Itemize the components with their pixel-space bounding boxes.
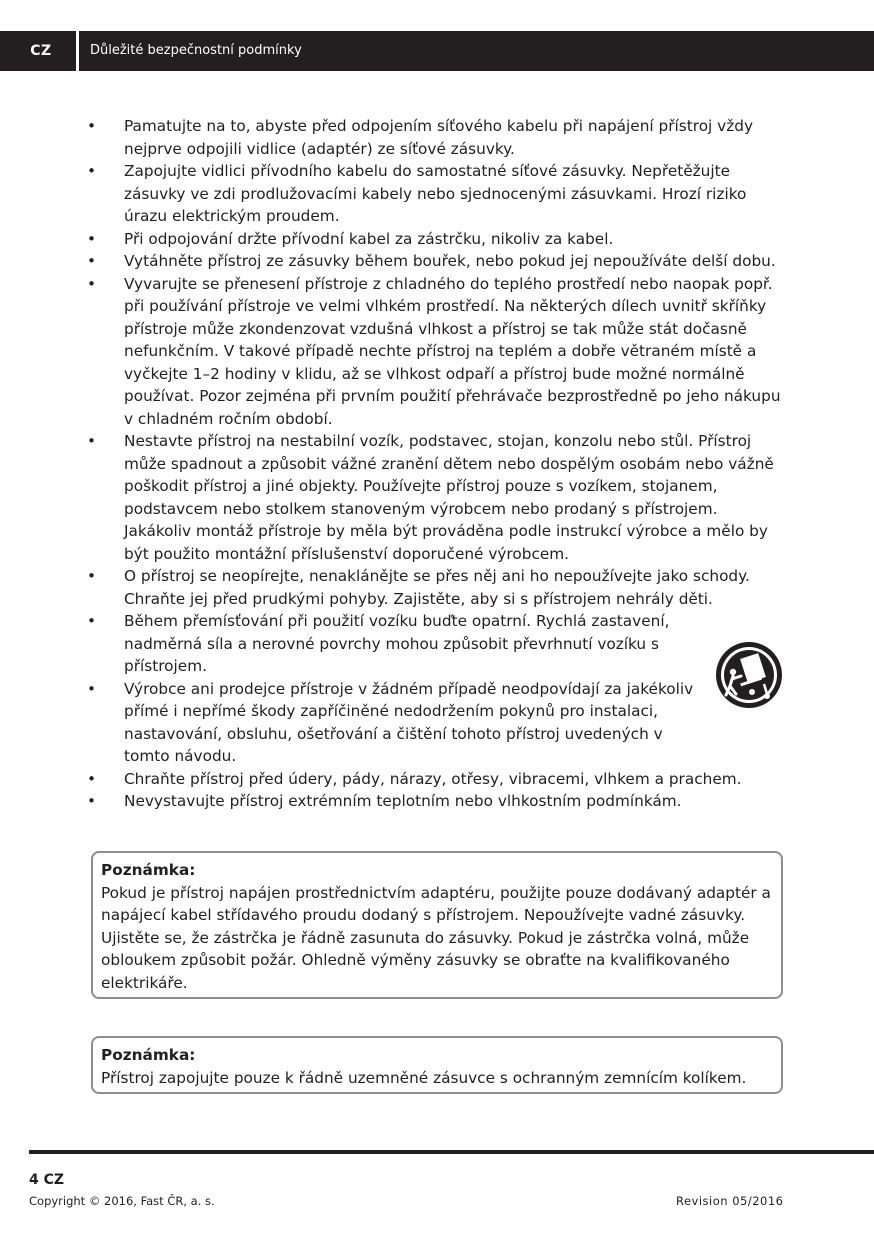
list-item: • Nestavte přístroj na nestabilní vozík, podstavec, stojan, konzolu nebo stůl. Přístroj může spadnout a způsobit vážné zranění dětem nebo dospělým osobám nebo vážně poškodit přístroj a jiné objekty. Používejte přístroj pouze s vozíkem, stojanem, podstavcem nebo stolkem stanoveným výrobcem nebo prodaný s přístrojem. Jakákoliv montáž přístroje by měla být prováděna podle instrukcí výrobce a mělo by být použito montážní příslušenství doporučené výrobcem.	[87, 430, 787, 565]
note-text: Pokud je přístroj napájen prostřednictvím adaptéru, použijte pouze dodávaný adaptér a napájecí kabel střídavého proudu dodaný s přístrojem. Nepoužívejte vadné zásuvky. Ujistěte se, že zástrčka je řádně zasunuta do zásuvky. Pokud je zástrčka volná, může obloukem způsobit požár. Ohledně výměny zásuvky se obraťte na kvalifikovaného elektrikáře.	[101, 883, 771, 992]
safety-list	[87, 115, 787, 813]
list-item: • Zapojujte vidlici přívodního kabelu do samostatné síťové zásuvky. Nepřetěžujte zásuvky ve zdi prodlužovacími kabely nebo sjednocenými zásuvkami. Hrozí riziko úrazu elektrickým proudem.	[87, 160, 787, 228]
cart-tip-over-warning-icon	[714, 640, 784, 710]
list-item: • Během přemísťování při použití vozíku buďte opatrní. Rychlá zastavení, nadměrná síla a nerovné povrchy mohou způsobit převrhnutí vozíku s přístrojem.	[87, 610, 787, 678]
page-header	[0, 31, 874, 71]
note-heading: Poznámka:	[101, 861, 196, 879]
page-number: 4 CZ	[29, 1172, 65, 1188]
note-box	[91, 1036, 783, 1094]
list-item: • Pamatujte na to, abyste před odpojením síťového kabelu při napájení přístroj vždy nejprve odpojili vidlice (adaptér) ze síťové zásuvky.	[87, 115, 787, 160]
section-title: Důležité bezpečnostní podmínky	[90, 43, 302, 58]
list-item: • Chraňte přístroj před údery, pády, nárazy, otřesy, vibracemi, vlhkem a prachem.	[87, 768, 787, 791]
language-tag: CZ	[0, 31, 82, 71]
list-item: • Výrobce ani prodejce přístroje v žádném případě neodpovídají za jakékoliv přímé i nepřímé škody zapříčiněné nedodržením pokynů pro instalaci, nastavování, obsluhu, ošetřování a čištění tohoto přístroj uvedených v tomto návodu.	[87, 678, 787, 768]
list-item: • Nevystavujte přístroj extrémním teplotním nebo vlhkostním podmínkám.	[87, 790, 787, 813]
note-heading: Poznámka:	[101, 1046, 196, 1064]
revision-text: Revision 05/2016	[676, 1194, 784, 1208]
note-box	[91, 851, 783, 999]
copyright-text: Copyright © 2016, Fast ČR, a. s.	[29, 1194, 215, 1208]
list-item: • Vytáhněte přístroj ze zásuvky během bouřek, nebo pokud jej nepoužíváte delší dobu.	[87, 250, 787, 273]
footer-divider	[29, 1150, 874, 1154]
header-separator	[76, 31, 79, 71]
note-text: Přístroj zapojujte pouze k řádně uzemněné zásuvce s ochranným zemnícím kolíkem.	[101, 1068, 747, 1087]
list-item: • Při odpojování držte přívodní kabel za zástrčku, nikoliv za kabel.	[87, 228, 787, 251]
list-item: • Vyvarujte se přenesení přístroje z chladného do teplého prostředí nebo naopak popř. při používání přístroje ve velmi vlhkém prostředí. Na některých dílech uvnitř skříňky přístroje může zkondenzovat vzdušná vlhkost a přístroj se tak může stát dočasně nefunkčním. V takové případě nechte přístroj na teplém a dobře větraném místě a vyčkejte 1–2 hodiny v klidu, až se vlhkost odpaří a přístroj bude možné normálně používat. Pozor zejména při prvním použití přehrávače bezprostředně po jeho nákupu v chladném ročním období.	[87, 273, 787, 431]
list-item: • O přístroj se neopírejte, nenaklánějte se přes něj ani ho nepoužívejte jako schody. Chraňte jej před prudkými pohyby. Zajistěte, aby si s přístrojem nehrály děti.	[87, 565, 787, 610]
